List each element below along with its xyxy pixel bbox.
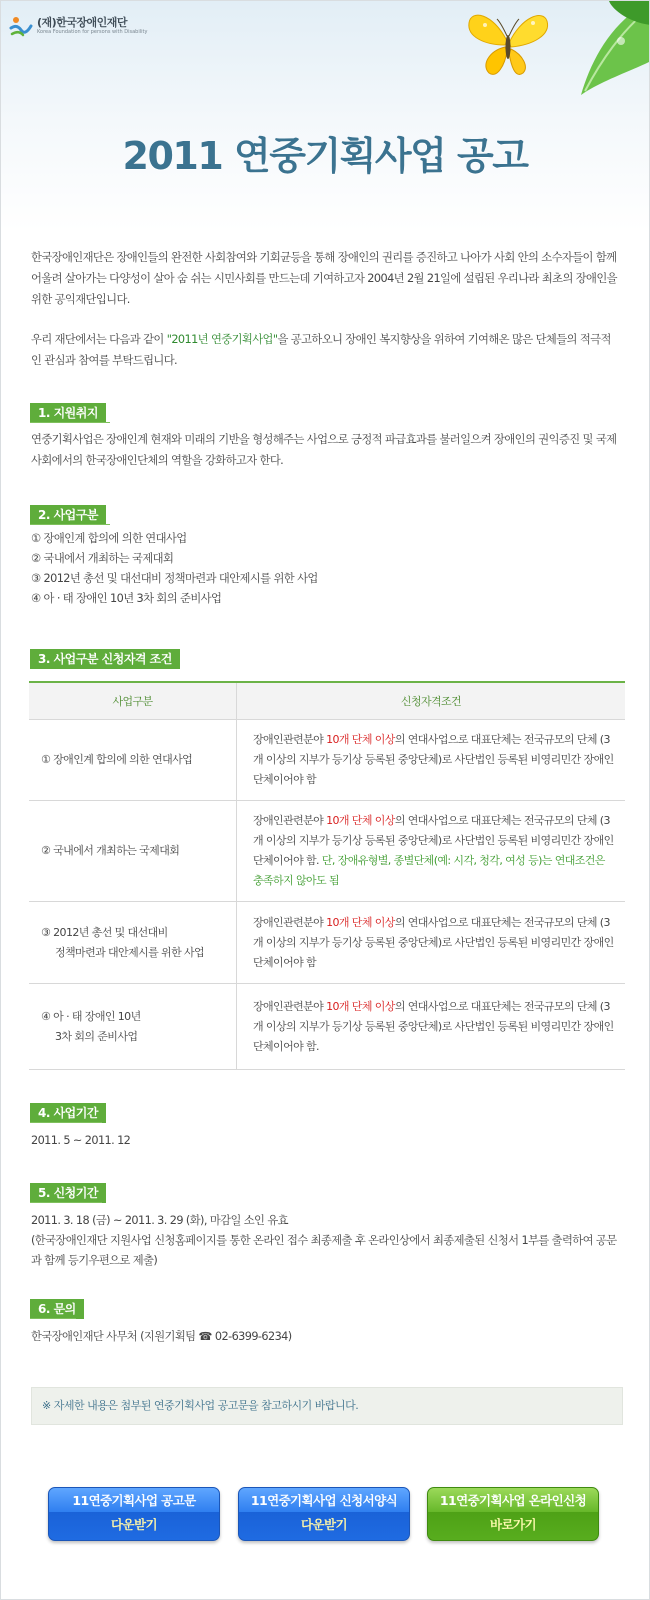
intro-paragraph-1: 한국장애인재단은 장애인들의 완전한 사회참여와 기회균등을 통해 장애인의 권리를 증진하고 나아가 사회 안의 소수자들이 함께 어울려 살아가는 다양성이 살아 숨 쉬는 시민사회를 만드는데 기여하고자 2004년 2월 21일에 설립된 우리나라 최초의 장애인을 위한 공익재단입니다. xyxy=(31,251,617,306)
section-6-heading: 6. 문의 xyxy=(30,1299,84,1319)
condition-highlight-red: 10개 단체 이상 xyxy=(326,814,395,827)
table-cell-condition xyxy=(237,801,626,902)
condition-text: 장애인관련분야 xyxy=(253,814,327,827)
button-label-top: 11연중기획사업 공고문 xyxy=(72,1493,196,1508)
section-2-heading: 2. 사업구분 xyxy=(30,505,106,525)
button-label-top: 11연중기획사업 신청서양식 xyxy=(250,1493,398,1508)
qualification-table xyxy=(29,681,625,1070)
condition-text: 의 연대사업으로 대표단체는 전국규모의 단체 (3개 이상의 지부가 등기상 등록된 중앙단체)로 사단법인 등록된 비영리민간 장애인단체이어야 함 xyxy=(253,733,614,786)
table-cell-category xyxy=(29,801,237,902)
table-row xyxy=(29,902,625,984)
intro-p2-after: 을 공고하오니 장애인 복지향상을 위하여 기여해온 많은 단체들의 적극적인 관심과 참여를 부탁드립니다. xyxy=(31,333,611,367)
list-item: ③ 2012년 총선 및 대선대비 정책마련과 대안제시를 위한 사업 xyxy=(31,572,318,585)
section-5-underline xyxy=(30,1202,102,1203)
table-cell-category xyxy=(29,902,237,984)
apply-period-line: 2011. 3. 18 (금) ~ 2011. 3. 29 (화), 마감일 소인 유효 xyxy=(31,1214,288,1227)
section-1-underline xyxy=(30,422,110,423)
notice-download-button[interactable] xyxy=(48,1487,220,1541)
intro-paragraph-2 xyxy=(31,329,621,371)
intro-p2-before: 우리 재단에서는 다음과 같이 xyxy=(31,333,167,346)
section-4-underline xyxy=(30,1122,102,1123)
table-header-category: 사업구분 xyxy=(29,682,237,720)
apply-method-line: (한국장애인재단 지원사업 신청홈페이지를 통한 온라인 접수 최종제출 후 온라인상에서 최종제출된 신청서 1부를 출력하여 공문과 함께 등기우편으로 제출) xyxy=(31,1234,617,1267)
logo-mark-icon xyxy=(9,14,33,38)
category-line-1: ④ 아 · 태 장애인 10년 xyxy=(41,1009,141,1023)
logo-korean-text: (재)한국장애인재단 xyxy=(37,16,128,29)
note-text: ※ 자세한 내용은 첨부된 연중기획사업 공고문을 참고하시기 바랍니다. xyxy=(42,1399,359,1412)
table-cell-condition xyxy=(237,902,626,984)
table-cell-category xyxy=(29,720,237,801)
condition-text: 장애인관련분야 xyxy=(253,733,327,746)
section-1-heading: 1. 지원취지 xyxy=(30,403,106,423)
foundation-logo[interactable] xyxy=(9,13,147,39)
section-2-underline xyxy=(30,524,110,525)
condition-highlight-green: 단, 장애유형별, 종별단체(예: 시각, 청각, 여성 등)는 연대조건은 충족하지 않아도 됨 xyxy=(253,854,605,887)
category-line-1: ① 장애인계 합의에 의한 연대사업 xyxy=(41,753,193,766)
section-2-list xyxy=(31,529,621,609)
condition-text: 의 연대사업으로 대표단체는 전국규모의 단체 (3개 이상의 지부가 등기상 등록된 중앙단체)로 사단법인 등록된 비영리민간 장애인단체이어야 함. xyxy=(253,999,614,1053)
list-item: ② 국내에서 개최하는 국제대회 xyxy=(31,552,174,565)
section-5-body xyxy=(31,1211,621,1271)
logo-english-text: Korea Foundation for persons with Disability xyxy=(37,29,148,35)
list-item: ④ 아 · 태 장애인 10년 3차 회의 준비사업 xyxy=(31,592,222,605)
table-cell-condition xyxy=(237,720,626,801)
table-cell-condition xyxy=(237,984,626,1070)
category-line-1: ③ 2012년 총선 및 대선대비 xyxy=(41,925,168,939)
category-line-1: ② 국내에서 개최하는 국제대회 xyxy=(41,844,180,857)
section-6-underline xyxy=(30,1318,76,1319)
condition-text: 의 연대사업으로 대표단체는 전국규모의 단체 (3개 이상의 지부가 등기상 등록된 중앙단체)로 사단법인 등록된 비영리민간 장애인단체이어야 함. xyxy=(253,814,614,867)
leaves-icon xyxy=(561,1,650,105)
button-label-top: 11연중기획사업 온라인신청 xyxy=(439,1493,587,1508)
condition-highlight-red: 10개 단체 이상 xyxy=(326,915,395,929)
section-3-heading: 3. 사업구분 신청자격 조건 xyxy=(30,649,180,669)
condition-highlight-red: 10개 단체 이상 xyxy=(326,733,395,746)
note-box xyxy=(31,1387,623,1425)
intro-p2-highlight: "2011년 연중기획사업" xyxy=(166,333,278,346)
page-title: 2011 연중기획사업 공고 xyxy=(122,134,528,178)
table-row xyxy=(29,801,625,902)
button-label-bottom: 다운받기 xyxy=(111,1517,157,1532)
butterfly-icon xyxy=(463,3,553,87)
section-1-body: 연중기획사업은 장애인계 현재와 미래의 기반을 형성해주는 사업으로 긍정적 파급효과를 불러일으켜 장애인의 권익증진 및 국제사회에서의 한국장애인단체의 역할을 강화하고자 한다. xyxy=(31,433,617,467)
button-label-bottom: 다운받기 xyxy=(301,1517,347,1532)
table-header-condition: 신청자격조건 xyxy=(237,682,626,720)
online-apply-button[interactable] xyxy=(427,1487,599,1541)
section-4-body: 2011. 5 ~ 2011. 12 xyxy=(31,1134,131,1147)
condition-text: 장애인관련분야 xyxy=(253,915,327,929)
list-item: ① 장애인계 합의에 의한 연대사업 xyxy=(31,532,187,545)
category-line-2: 3차 회의 준비사업 xyxy=(55,1029,138,1043)
section-4-heading: 4. 사업기간 xyxy=(30,1103,106,1123)
category-line-2: 정책마련과 대안제시를 위한 사업 xyxy=(55,945,205,959)
button-label-bottom: 바로가기 xyxy=(490,1517,536,1532)
form-download-button[interactable] xyxy=(238,1487,410,1541)
section-6-body: 한국장애인재단 사무처 (지원기획팀 ☎ 02-6399-6234) xyxy=(31,1330,292,1343)
table-row xyxy=(29,984,625,1070)
condition-text: 의 연대사업으로 대표단체는 전국규모의 단체 (3개 이상의 지부가 등기상 등록된 중앙단체)로 사단법인 등록된 비영리민간 장애인단체이어야 함 xyxy=(253,915,614,969)
table-cell-category xyxy=(29,984,237,1070)
condition-text: 장애인관련분야 xyxy=(253,999,327,1013)
section-5-heading: 5. 신청기간 xyxy=(30,1183,106,1203)
table-row xyxy=(29,720,625,801)
condition-highlight-red: 10개 단체 이상 xyxy=(326,999,395,1013)
